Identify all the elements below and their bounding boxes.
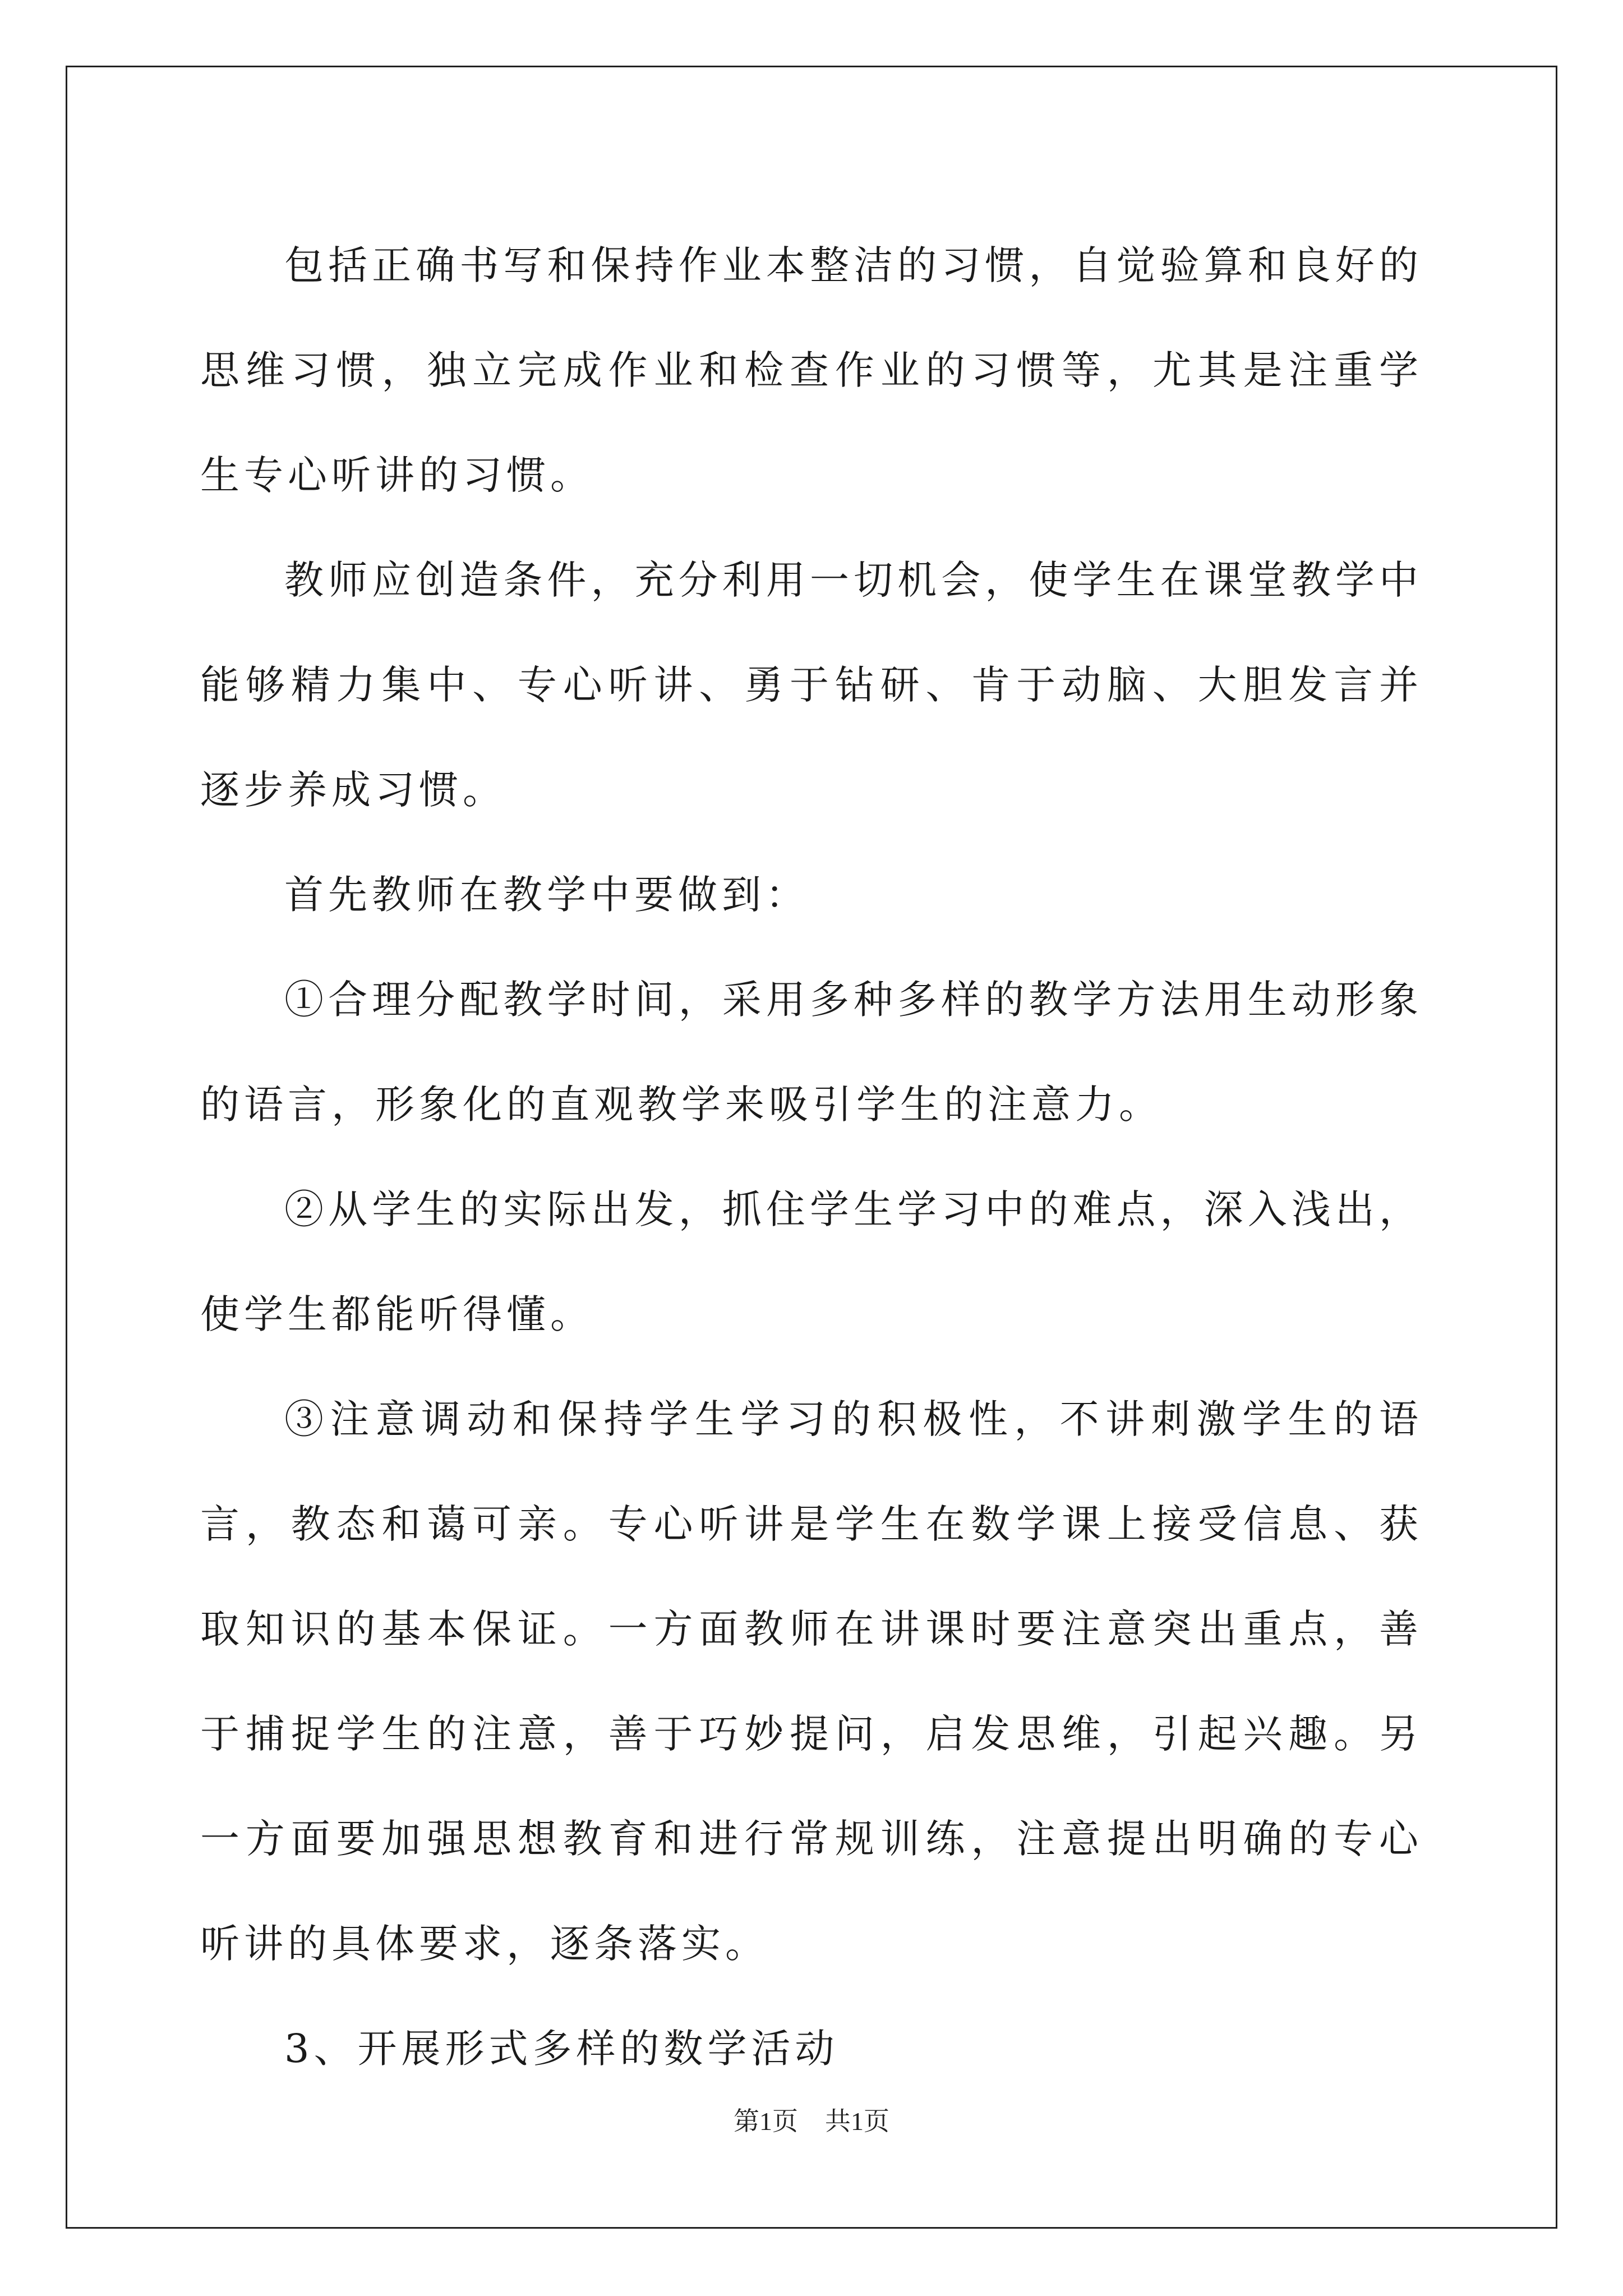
- paragraph-habits: 包括正确书写和保持作业本整洁的习惯，自觉验算和良好的思维习惯，独立完成作业和检查作业的习惯等，尤其是注重学生专心听讲的习惯。: [200, 242, 1423, 498]
- paragraph-first: 首先教师在教学中要做到：: [284, 872, 809, 918]
- paragraph-teacher-conditions: 教师应创造条件，充分利用一切机会，使学生在课堂教学中能够精力集中、专心听讲、勇于钻研、肯于动脑、大胆发言并逐步养成习惯。: [200, 557, 1423, 813]
- document-body: [200, 213, 1423, 2101]
- paragraph-item-2: ②从学生的实际出发，抓住学生学习中的难点，深入浅出，使学生都能听得懂。: [200, 1186, 1423, 1337]
- total-pages: 共1页: [825, 2107, 889, 2136]
- page-footer: [0, 2101, 1623, 2138]
- paragraph-item-1: ①合理分配教学时间，采用多种多样的教学方法用生动形象的语言，形象化的直观教学来吸引学生的注意力。: [200, 977, 1423, 1128]
- page-number: 第1页: [734, 2107, 798, 2136]
- section-heading-3: 3、开展形式多样的数学活动: [284, 2026, 839, 2072]
- paragraph-item-3: ③注意调动和保持学生学习的积极性，不讲刺激学生的语言，教态和蔼可亲。专心听讲是学生在数学课上接受信息、获取知识的基本保证。一方面教师在讲课时要注意突出重点，善于捕捉学生的注意，善于巧妙提问，启发思维，引起兴趣。另一方面要加强思想教育和进行常规训练，注意提出明确的专心听讲的具体要求，逐条落实。: [200, 1396, 1423, 1967]
